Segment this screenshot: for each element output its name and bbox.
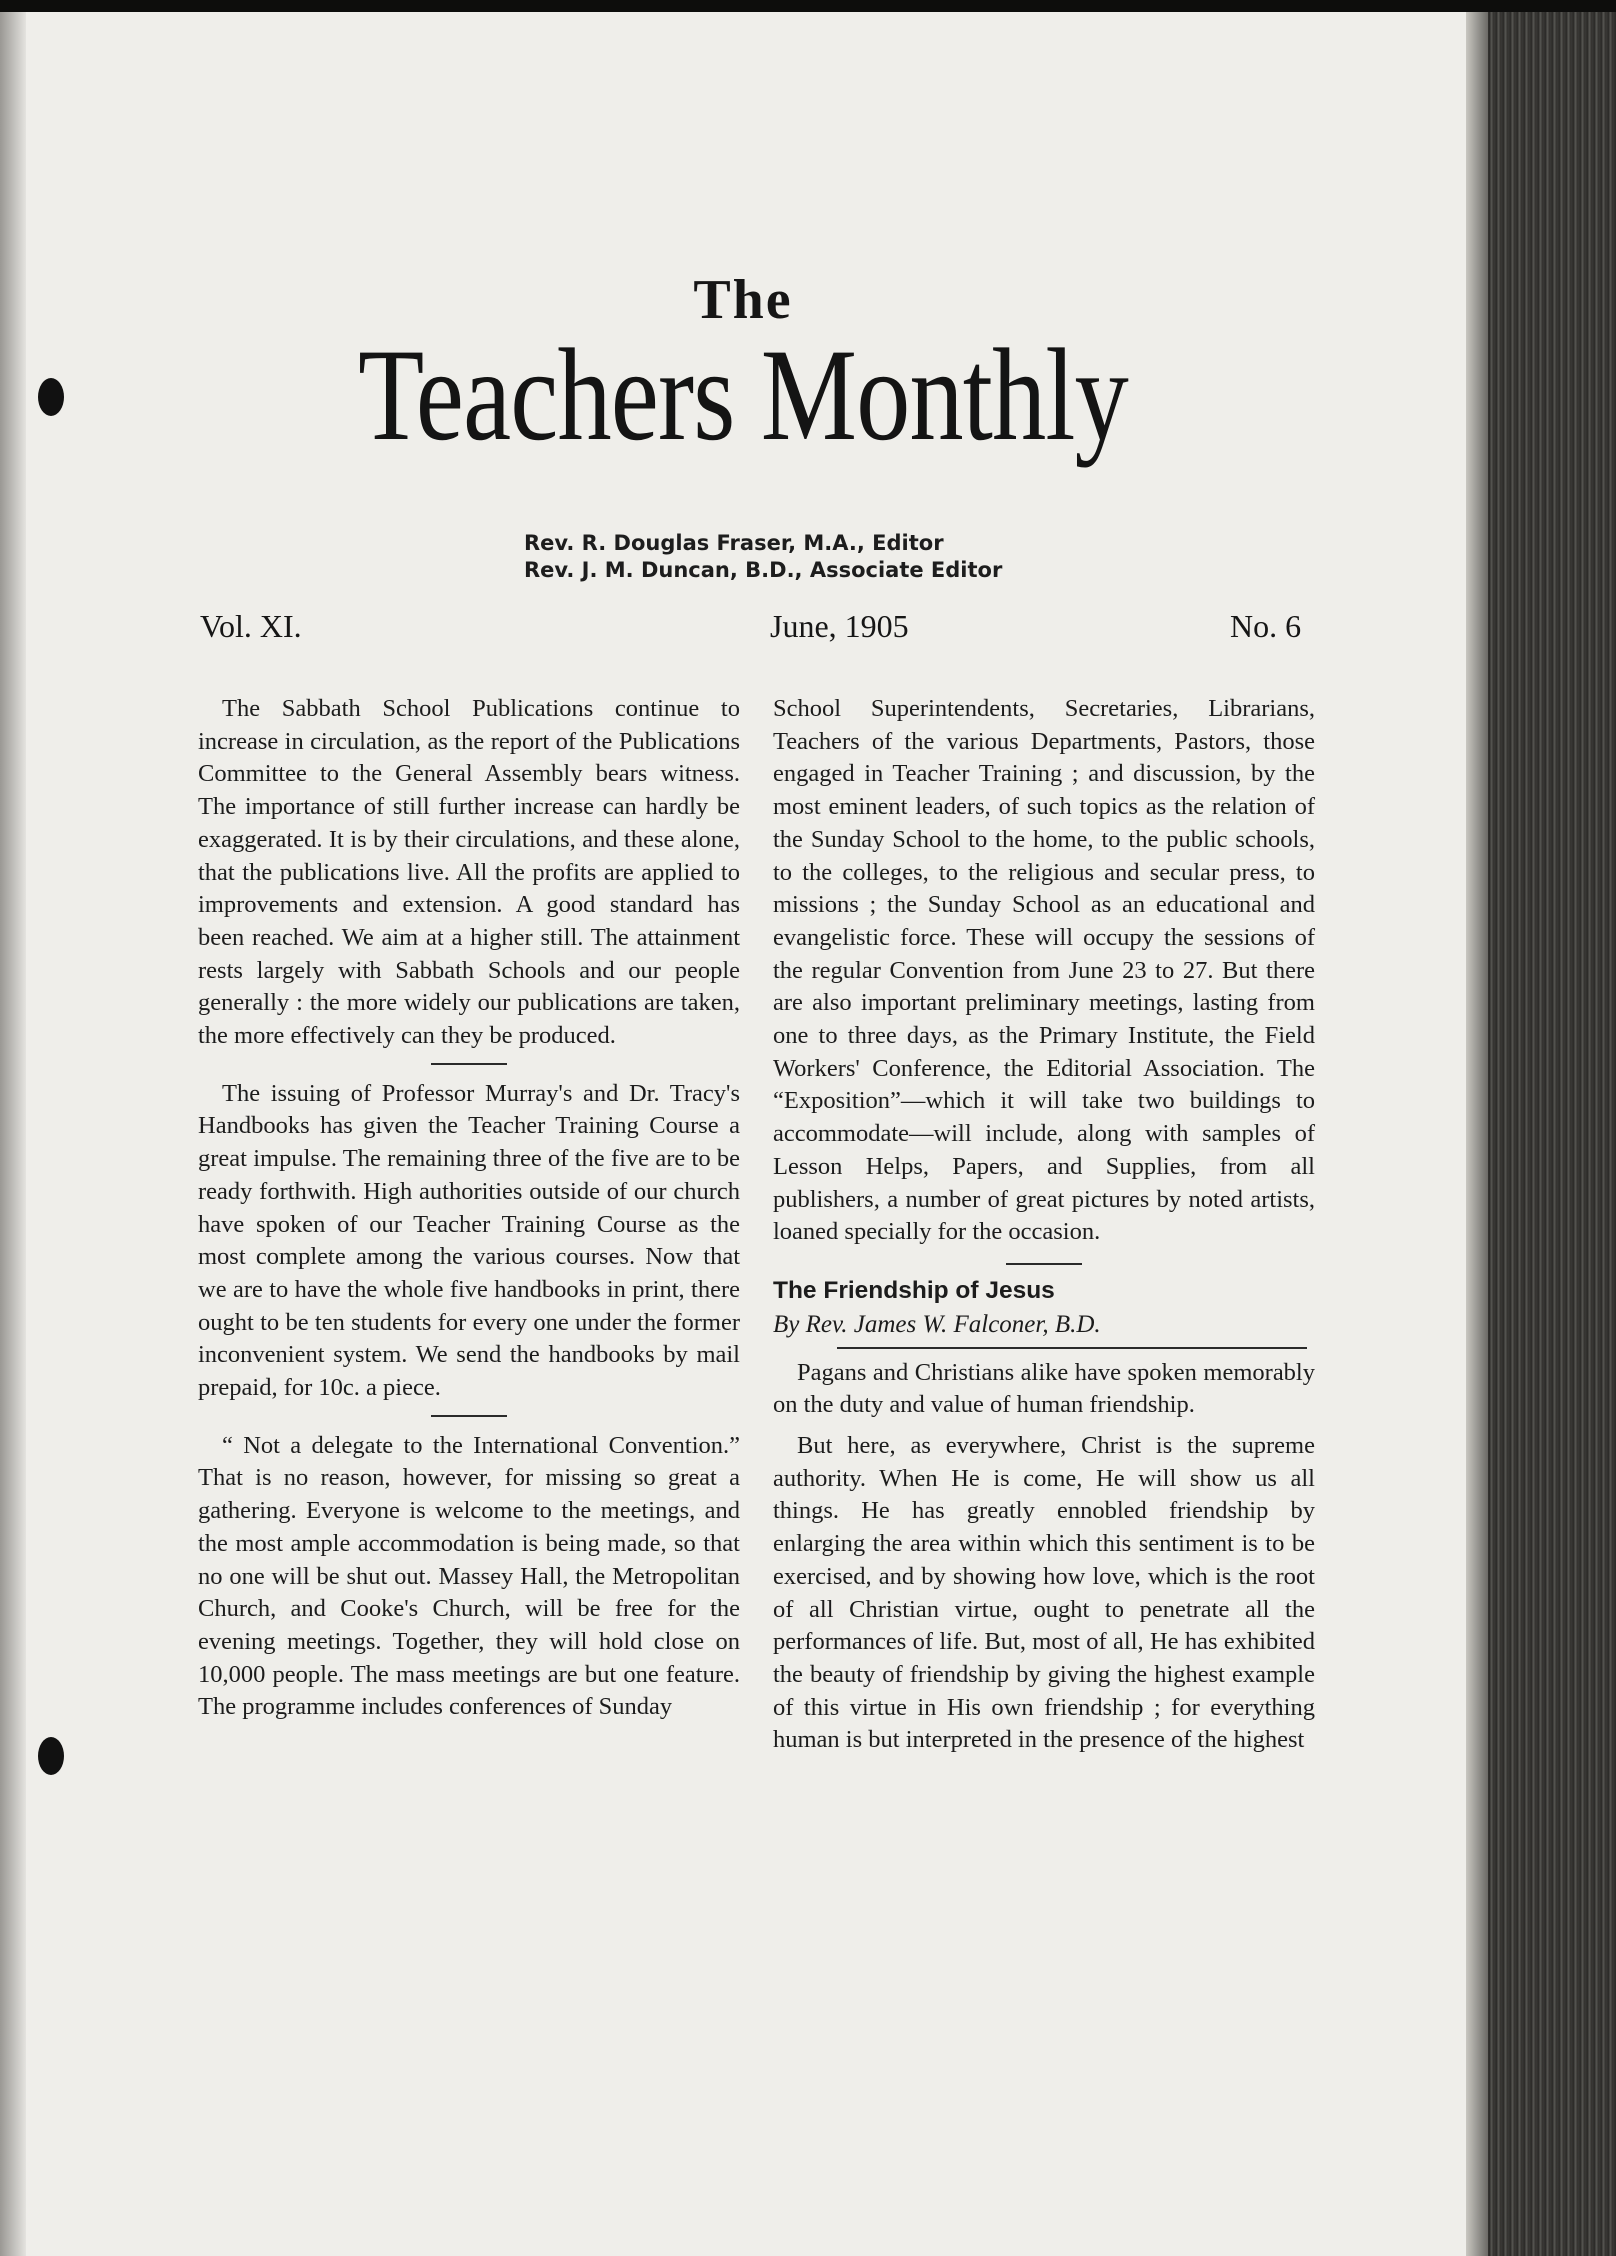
masthead-the: The	[693, 269, 793, 331]
editorial-publications: The Sabbath School Publications continue to increase in circulation, as the report of the Publications Committee to the General Assembly bears witness. The importance of still further increase can hardly be exaggerated. It is by their circulations, and these alone, that the publications live. All the profits are applied to improvements and extension. A good standard has been reached. We aim at a higher still. The attainment rests largely with Sabbath Schools and our people generally : the more widely our publications are taken, the more effectively can they be produced.	[198, 695, 740, 1050]
editorial-convention: “ Not a delegate to the International Convention.” That is no reason, however, for missing so great a gathering. Everyone is welcome to the meetings, and the most ample accommodation is being made, so that no one will be shut out. Massey Hall, the Metropolitan Church, and Cooke's Church, will be free for the evening meetings. Together, they will hold close on 10,000 people. The mass meetings are but one feature. The programme includes conferences of Sunday	[198, 1431, 740, 1721]
page-fore-edge	[1466, 12, 1488, 2256]
masthead-title: Teachers Monthly	[358, 321, 1128, 468]
issue-number: No. 6	[1230, 608, 1302, 644]
author-underline	[837, 1347, 1307, 1349]
book-page-edges	[1466, 12, 1616, 2256]
section-divider	[431, 1063, 507, 1065]
issue-line	[200, 608, 1302, 652]
binding-shadow	[0, 12, 26, 2256]
editors-block	[524, 530, 1002, 584]
binding-hole-bottom	[38, 1737, 64, 1775]
section-divider	[431, 1415, 507, 1417]
volume-number: Vol. XI.	[200, 608, 302, 644]
article-paragraph-2: But here, as everywhere, Christ is the supreme authority. When He is come, He will show us all things. He has greatly ennobled friendship by enlarging the area within which this sentiment is to be exercised, and by showing how love, which is the root of all Christian virtue, ought to penetrate all the performances of life. But, most of all, He has exhibited the beauty of friendship by giving the highest example of this virtue in His own friendship ; for everything human is but interpreted in the presence of the highest	[773, 1432, 1315, 1754]
right-column	[773, 693, 1315, 1757]
issue-date: June, 1905	[770, 608, 909, 644]
section-divider	[1006, 1263, 1082, 1265]
editor-line: Rev. R. Douglas Fraser, M.A., Editor	[524, 531, 944, 555]
article-author: By Rev. James W. Falconer, B.D.	[773, 1310, 1101, 1338]
editorial-handbooks: The issuing of Professor Murray's and Dr. Tracy's Handbooks has given the Teacher Training Course a great impulse. The remaining three of the five are to be ready forthwith. High authorities outside of our church have spoken of our Teacher Training Course as the most complete among the various courses. Now that we are to have the whole five handbooks in print, there ought to be ten students for every one under the former inconvenient system. We send the handbooks by mail prepaid, for 10c. a piece.	[198, 1079, 740, 1402]
editorial-convention-continued: School Superintendents, Secretaries, Librarians, Teachers of the various Departments, Pastors, those engaged in Teacher Training ; and discussion, by the most eminent leaders, of such topics as the relation of the Sunday School to the home, to the public schools, to the colleges, to the religious and secular press, to missions ; the Sunday School as an educational and evangelistic force. These will occupy the sessions of the regular Convention from June 23 to 27. But there are also important preliminary meetings, lasting from one to three days, as the Primary Institute, the Field Workers' Conference, the Editorial Association. The “Exposition”—which it will take two buildings to accommodate—will include, along with samples of Lesson Helps, Papers, and Supplies, from all publishers, a number of great pictures by noted artists, loaned specially for the occasion.	[773, 695, 1315, 1246]
associate-editor-line: Rev. J. M. Duncan, B.D., Associate Editor	[524, 558, 1003, 582]
article-title: The Friendship of Jesus	[773, 1276, 1055, 1304]
binding-hole-top	[38, 378, 64, 416]
left-column	[198, 693, 740, 1724]
article-paragraph-1: Pagans and Christians alike have spoken memorably on the duty and value of human friendship.	[773, 1358, 1315, 1419]
